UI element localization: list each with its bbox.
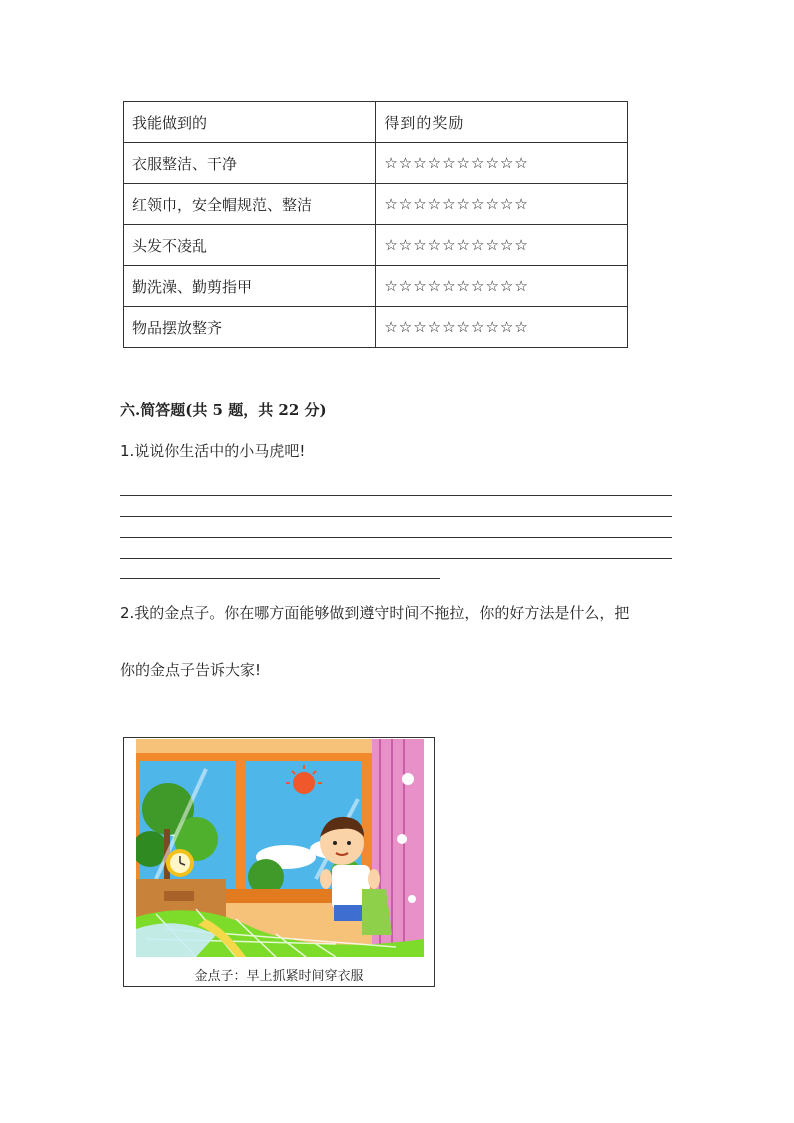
star-rating-cell: ☆☆☆☆☆☆☆☆☆☆ — [376, 225, 628, 266]
question-1: 1.说说你生活中的小马虎吧! — [120, 442, 306, 460]
question-2-line-2: 你的金点子告诉大家! — [120, 661, 262, 679]
illustration-card — [123, 737, 435, 987]
answer-line[interactable] — [120, 516, 672, 517]
table-cell: 红领巾，安全帽规范、整洁 — [124, 184, 376, 225]
answer-line[interactable] — [120, 495, 672, 496]
table-header-cell: 我能做到的 — [124, 102, 376, 143]
boy-dressing-illustration — [136, 739, 424, 957]
table-row — [124, 184, 628, 225]
table-cell: 衣服整洁、干净 — [124, 143, 376, 184]
answer-line[interactable] — [120, 558, 672, 559]
illustration-caption: 金点子：早上抓紧时间穿衣服 — [194, 969, 364, 984]
section-title: 六.简答题(共 5 题，共 22 分) — [120, 401, 327, 419]
table-row — [124, 266, 628, 307]
question-2-line-1: 2.我的金点子。你在哪方面能够做到遵守时间不拖拉，你的好方法是什么，把 — [120, 604, 630, 622]
table-cell: 物品摆放整齐 — [124, 307, 376, 348]
answer-line[interactable] — [120, 578, 440, 579]
table-row — [124, 307, 628, 348]
table-cell: 头发不凌乱 — [124, 225, 376, 266]
star-rating-cell: ☆☆☆☆☆☆☆☆☆☆ — [376, 184, 628, 225]
table-header-cell: 得到的奖励 — [376, 102, 628, 143]
table-cell: 勤洗澡、勤剪指甲 — [124, 266, 376, 307]
table-header-row — [124, 102, 628, 143]
answer-line[interactable] — [120, 537, 672, 538]
star-rating-cell: ☆☆☆☆☆☆☆☆☆☆ — [376, 266, 628, 307]
star-rating-cell: ☆☆☆☆☆☆☆☆☆☆ — [376, 143, 628, 184]
table-row — [124, 225, 628, 266]
reward-table — [123, 101, 628, 348]
table-row — [124, 143, 628, 184]
sun — [293, 772, 315, 794]
star-rating-cell: ☆☆☆☆☆☆☆☆☆☆ — [376, 307, 628, 348]
